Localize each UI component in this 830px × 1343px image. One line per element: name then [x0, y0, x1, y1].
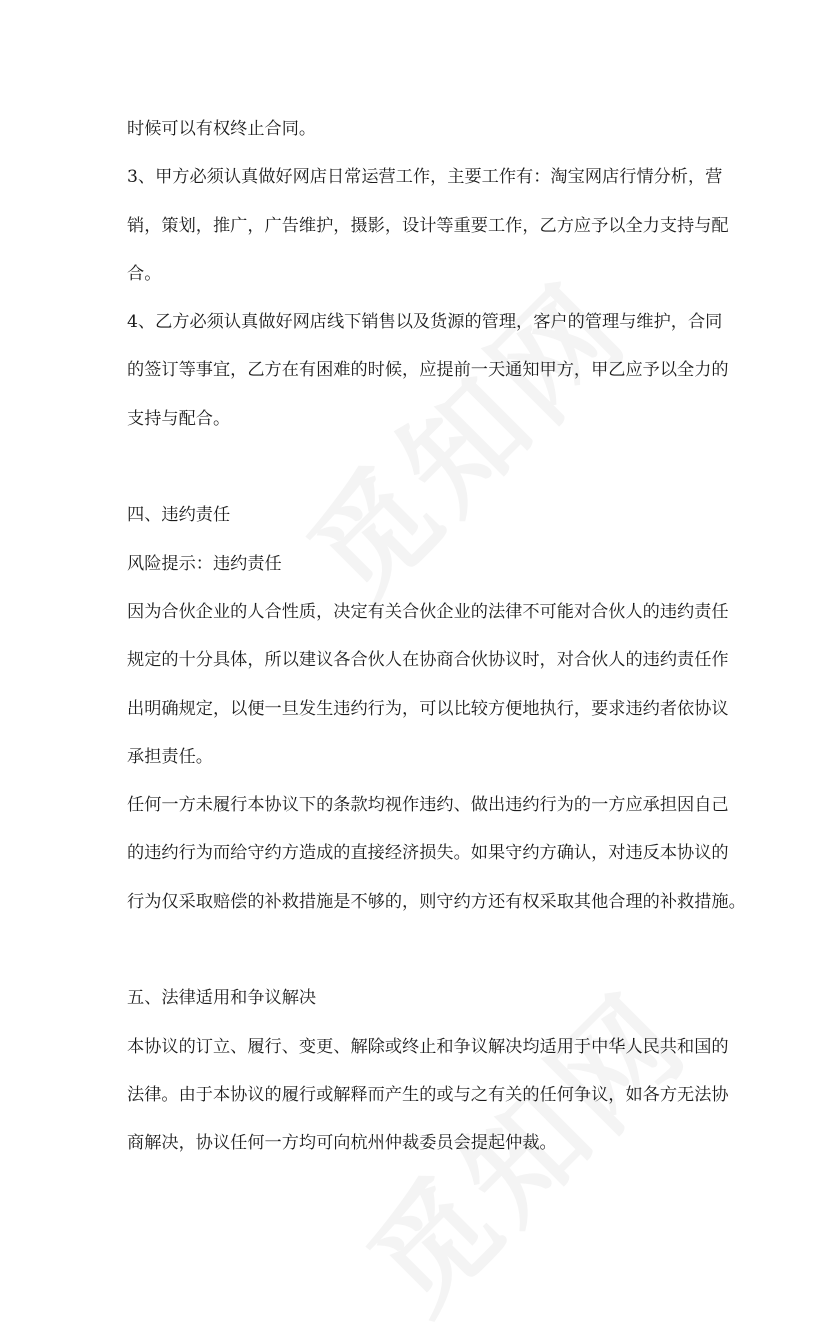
text-line: 支持与配合。: [127, 408, 231, 429]
paragraph-clause-3: [127, 153, 729, 298]
text-line: 销，策划，推广，广告维护，摄影，设计等重要工作，乙方应予以全力支持与配: [127, 215, 729, 236]
document-body: [127, 105, 746, 1168]
text-line: 的违约行为而给守约方造成的直接经济损失。如果守约方确认，对违反本协议的: [127, 843, 729, 864]
text-line: 商解决，协议任何一方均可向杭州仲裁委员会提起仲裁。: [127, 1133, 557, 1154]
text-line: 规定的十分具体，所以建议各合伙人在协商合伙协议时，对合伙人的违约责任作: [127, 650, 729, 671]
paragraph-clause-4: [127, 298, 729, 443]
risk-tip: 风险提示：违约责任: [127, 553, 282, 574]
text-line: 承担责任。: [127, 746, 213, 767]
section-title-breach: 四、违约责任: [127, 505, 231, 526]
text-line: 出明确规定，以便一旦发生违约行为，可以比较方便地执行，要求违约者依协议: [127, 698, 729, 719]
spacer: [127, 443, 717, 491]
text-line: 合。: [127, 263, 162, 284]
spacer: [127, 926, 717, 974]
paragraph-dispute-resolution: [127, 1023, 729, 1168]
paragraph-contract-termination: [127, 105, 717, 153]
text-line: 本协议的订立、履行、变更、解除或终止和争议解决均适用于中华人民共和国的: [127, 1036, 729, 1057]
text-line: 4、乙方必须认真做好网店线下销售以及货源的管理，客户的管理与维护，合同: [127, 312, 723, 333]
text-line: 法律。由于本协议的履行或解释而产生的或与之有关的任何争议，如各方无法协: [127, 1084, 729, 1105]
paragraph-breach-damages: [127, 781, 746, 926]
text-line: 任何一方未履行本协议下的条款均视作违约、做出违约行为的一方应承担因自己: [127, 795, 729, 816]
text-line: 因为合伙企业的人合性质，决定有关合伙企业的法律不可能对合伙人的违约责任: [127, 601, 729, 622]
paragraph-partnership-liability: [127, 588, 729, 781]
text-line: 时候可以有权终止合同。: [127, 119, 317, 139]
section-title-governing-law: 五、法律适用和争议解决: [127, 988, 317, 1009]
text-line: 3、甲方必须认真做好网店日常运营工作，主要工作有：淘宝网店行情分析，营: [127, 167, 723, 188]
text-line: 的签订等事宜，乙方在有困难的时候，应提前一天通知甲方，甲乙应予以全力的: [127, 360, 729, 381]
text-line: 行为仅采取赔偿的补救措施是不够的，则守约方还有权采取其他合理的补救措施。: [127, 891, 746, 912]
